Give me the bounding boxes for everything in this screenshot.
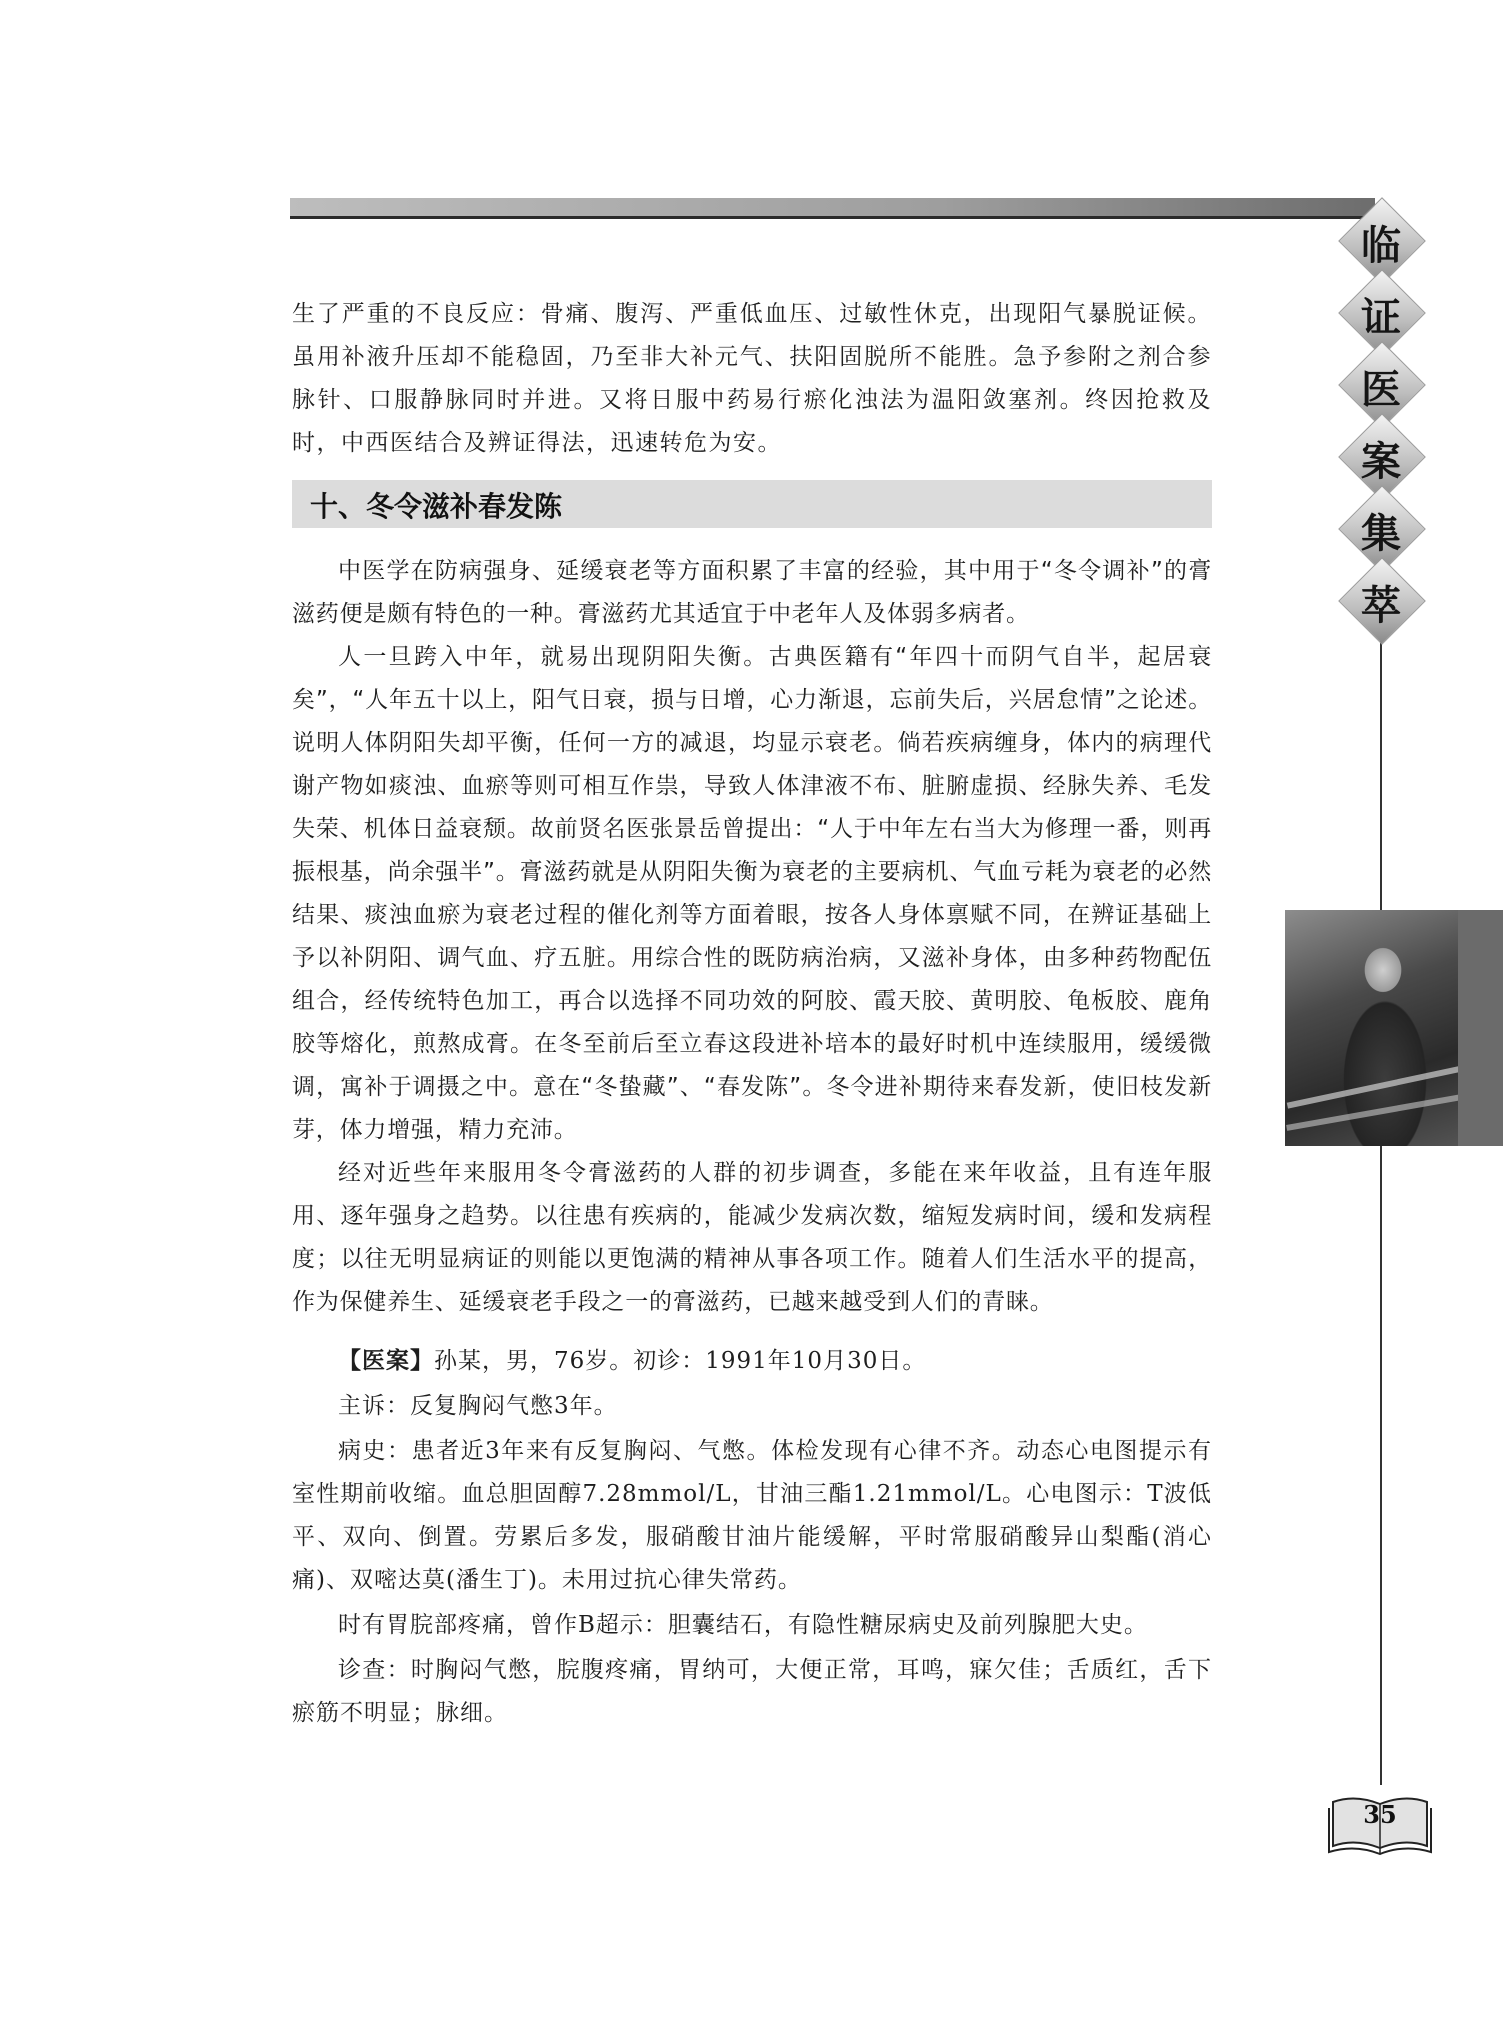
section-heading (292, 480, 1212, 528)
page-number-badge (1325, 1788, 1435, 1858)
case-line: 病史：患者近3年来有反复胸闷、气憋。体检发现有心律不齐。动态心电图提示有室性期前收缩。血总胆固醇7.28mmol/L，甘油三酯1.21mmol/L。心电图示：T波低平、双向、倒置。劳累后多发，服硝酸甘油片能缓解，平时常服硝酸异山梨酯(消心痛)、双嘧达莫(潘生丁)。未用过抗心律失常药。 (292, 1438, 1212, 1593)
section-title: 十、冬令滋补春发陈 (310, 490, 563, 523)
intro-text: 生了严重的不良反应：骨痛、腹泻、严重低血压、过敏性休克，出现阳气暴脱证候。虽用补液升压却不能稳固，乃至非大补元气、扶阳固脱所不能胜。急予参附之剂合参脉针、口服静脉同时并进。又将日服中药易行瘀化浊法为温阳敛塞剂。终因抢救及时，中西医结合及辨证得法，迅速转危为安。 (292, 301, 1212, 456)
case-record (292, 1340, 1212, 1737)
side-title-char: 萃 (1338, 564, 1424, 636)
case-lead: 孙某，男，76岁。初诊：1991年10月30日。 (434, 1348, 927, 1374)
side-title-char: 临 (1338, 204, 1424, 276)
body-paragraph: 人一旦跨入中年，就易出现阴阳失衡。古典医籍有“年四十而阴气自半，起居衰矣”，“人年五十以上，阳气日衰，损与日增，心力渐退，忘前失后，兴居怠情”之论述。说明人体阴阳失却平衡，任何一方的减退，均显示衰老。倘若疾病缠身，体内的病理代谢产物如痰浊、血瘀等则可相互作祟，导致人体津液不布、脏腑虚损、经脉失养、毛发失荣、机体日益衰颓。故前贤名医张景岳曾提出：“人于中年左右当大为修理一番，则再振根基，尚余强半”。膏滋药就是从阴阳失衡为衰老的主要病机、气血亏耗为衰老的必然结果、痰浊血瘀为衰老过程的催化剂等方面着眼，按各人身体禀赋不同，在辨证基础上予以补阴阳、调气血、疗五脏。用综合性的既防病治病，又滋补身体，由多种药物配伍组合，经传统特色加工，再合以选择不同功效的阿胶、霞天胶、黄明胶、龟板胶、鹿角胶等熔化，煎熬成膏。在冬至前后至立春这段进补培本的最好时机中连续服用，缓缓微调，寓补于调摄之中。意在“冬蛰藏”、“春发陈”。冬令进补期待来春发新，使旧枝发新芽，体力增强，精力充沛。 (292, 644, 1212, 1143)
side-title-char: 集 (1338, 492, 1424, 564)
case-label: 【医案】 (338, 1348, 434, 1374)
side-title-char: 证 (1338, 276, 1424, 348)
header-rule-line (290, 216, 1390, 219)
case-line: 主诉：反复胸闷气憋3年。 (338, 1393, 618, 1419)
side-title-char: 医 (1338, 348, 1424, 420)
main-body (292, 550, 1212, 1324)
photo-side-band (1458, 910, 1503, 1146)
body-paragraph: 中医学在防病强身、延缓衰老等方面积累了丰富的经验，其中用于“冬令调补”的膏滋药便是颇有特色的一种。膏滋药尤其适宜于中老年人及体弱多病者。 (292, 558, 1212, 627)
side-running-title (1338, 204, 1424, 636)
page-number: 35 (1363, 1800, 1397, 1829)
case-line: 诊查：时胸闷气憋，脘腹疼痛，胃纳可，大便正常，耳鸣，寐欠佳；舌质红，舌下瘀筋不明显；脉细。 (292, 1657, 1212, 1726)
side-title-char: 案 (1338, 420, 1424, 492)
case-lead-line (292, 1340, 1212, 1383)
case-line: 时有胃脘部疼痛，曾作B超示：胆囊结石，有隐性糖尿病史及前列腺肥大史。 (338, 1612, 1148, 1638)
intro-paragraph (292, 293, 1212, 465)
body-paragraph: 经对近些年来服用冬令膏滋药的人群的初步调查，多能在来年收益，且有连年服用、逐年强身之趋势。以往患有疾病的，能减少发病次数，缩短发病时间，缓和发病程度；以往无明显病证的则能以更饱满的精神从事各项工作。随着人们生活水平的提高，作为保健养生、延缓衰老手段之一的膏滋药，已越来越受到人们的青睐。 (292, 1160, 1212, 1315)
header-rule (290, 198, 1375, 218)
